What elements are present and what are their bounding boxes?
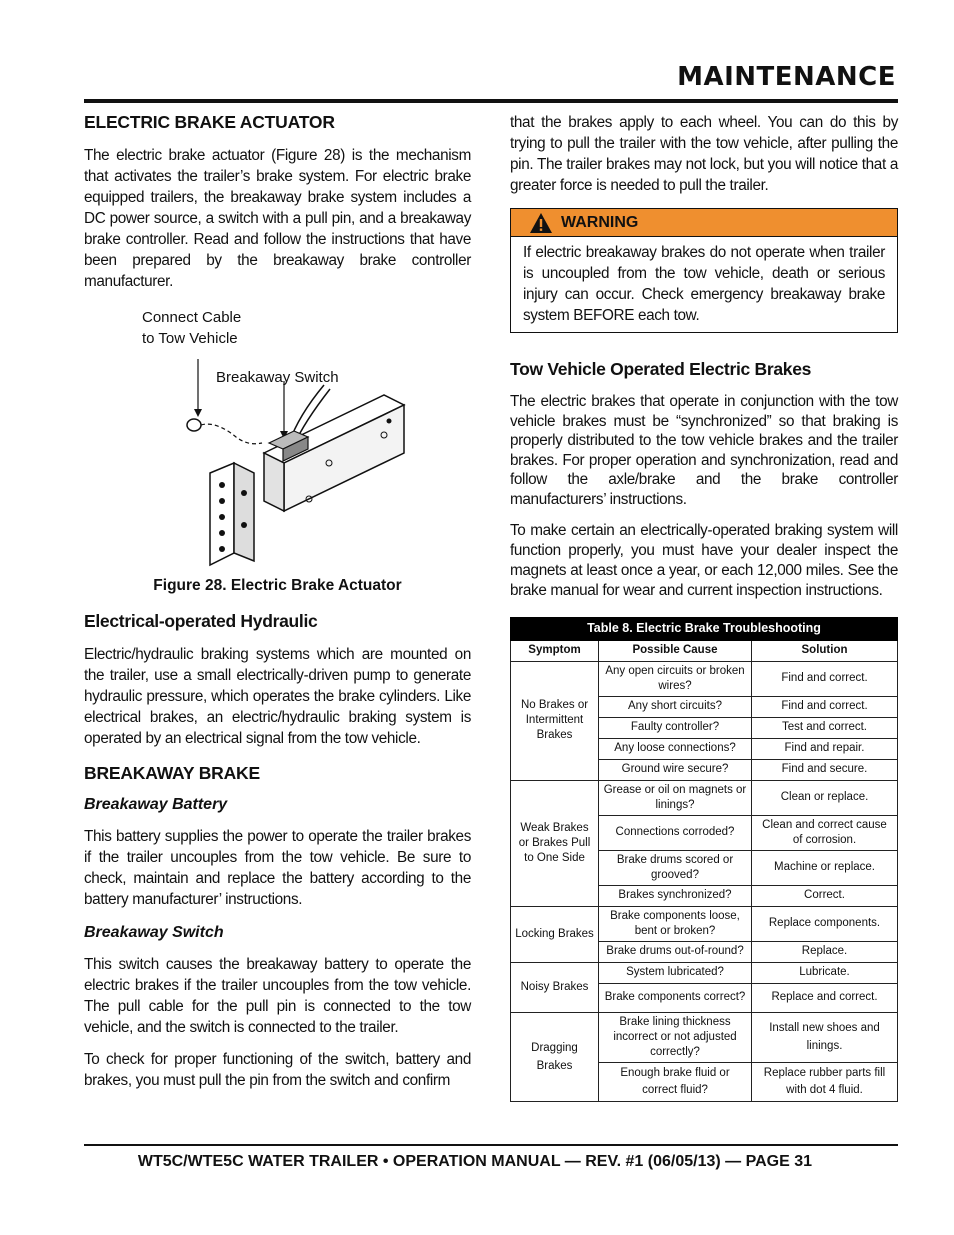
symptom-cell: Weak Brakes or Brakes Pull to One Side [511, 780, 599, 906]
left-column [84, 112, 471, 1102]
breakaway-check-paragraph: To check for proper functioning of the switch, battery and brakes, you must pull the pin from the switch and confirm [84, 1051, 471, 1089]
figure-caption: Figure 28. Electric Brake Actuator [153, 577, 402, 594]
solution-cell: Replace and correct. [752, 983, 898, 1012]
warning-box [510, 208, 898, 333]
breakaway-switch-paragraph: This switch causes the breakaway battery to operate the electric brakes if the trailer uncouples from the tow vehicle. The pull cable for the pull pin is connected to the tow vehicle, and the switch is connected to the trailer. [84, 956, 471, 1036]
solution-cell: Clean or replace. [752, 780, 898, 815]
column-header-possible-cause: Possible Cause [599, 640, 752, 661]
table-row [511, 780, 898, 815]
cause-cell: Brake drums scored or grooved? [599, 850, 752, 885]
cause-cell: Connections corroded? [599, 815, 752, 850]
column-header-solution: Solution [752, 640, 898, 661]
cause-cell: Any open circuits or broken wires? [599, 661, 752, 696]
cause-cell: Ground wire secure? [599, 759, 752, 780]
cause-cell: Brake components loose, bent or broken? [599, 906, 752, 941]
cause-cell: Brake lining thickness incorrect or not adjusted correctly? [599, 1012, 752, 1062]
subheading-breakaway-switch: Breakaway Switch [84, 924, 224, 941]
solution-cell: Replace components. [752, 906, 898, 941]
solution-cell: Find and correct. [752, 661, 898, 696]
warning-text: If electric breakaway brakes do not operate when trailer is uncoupled from the tow vehicle, death or serious injury can occur. Check emergency breakaway brake system BEFORE each tow. [523, 244, 885, 324]
solution-cell: Lubricate. [752, 962, 898, 983]
page-title: MAINTENANCE [677, 62, 896, 92]
figure-electric-brake-actuator [84, 303, 471, 603]
table-row [511, 906, 898, 941]
tow-vehicle-paragraph-2: To make certain an electrically-operated braking system will function properly, you must have your dealer inspect the magnets at least once a year, or each 12,000 miles. See the brake manual for wear and current inspection instructions. [510, 521, 898, 599]
header-rule [84, 99, 898, 103]
solution-cell: Correct. [752, 885, 898, 906]
table-row [511, 1012, 898, 1062]
table-title: Table 8. Electric Brake Troubleshooting [511, 617, 898, 640]
figure-label-to-tow-vehicle: to Tow Vehicle [142, 330, 238, 347]
footer-text: WT5C/WTE5C WATER TRAILER • OPERATION MANUAL — REV. #1 (06/05/13) — PAGE 31 [137, 1153, 812, 1170]
warning-title: WARNING [561, 213, 639, 231]
continued-paragraph: that the brakes apply to each wheel. You can do this by trying to pull the trailer with the tow vehicle, after pulling the pin. The trailer brakes may not lock, but you will notice that a greater force is needed to pull the trailer. [510, 114, 898, 194]
symptom-cell: Locking Brakes [511, 906, 599, 962]
symptom-cell: Dragging Brakes [511, 1012, 599, 1101]
cause-cell: Faulty controller? [599, 717, 752, 738]
section-heading-breakaway-brake: BREAKAWAY BRAKE [84, 763, 260, 783]
solution-cell: Replace. [752, 941, 898, 962]
warning-triangle-icon [529, 212, 553, 234]
cause-cell: Brakes synchronized? [599, 885, 752, 906]
tow-vehicle-paragraph-1: The electric brakes that operate in conjunction with the tow vehicle brakes must be “synchronized” so that braking is properly distributed to the tow vehicle brakes and the trailer brakes. For proper operation and synchronization, read and follow the axle/brake and the brake controller manufacturers’ instructions. [510, 393, 898, 508]
table-row [511, 661, 898, 696]
solution-cell: Install new shoes and linings. [752, 1012, 898, 1062]
cause-cell: Brake drums out-of-round? [599, 941, 752, 962]
cause-cell: Grease or oil on magnets or linings? [599, 780, 752, 815]
cause-cell: Brake components correct? [599, 983, 752, 1012]
solution-cell: Find and repair. [752, 738, 898, 759]
hydraulic-paragraph: Electric/hydraulic braking systems which are mounted on the trailer, use a small electrically-driven pump to generate hydraulic pressure, which operates the brake cylinders. Like electrical brakes, an electric/hydraulic braking system is operated by an electrical signal from the tow vehicle. [84, 646, 471, 747]
solution-cell: Clean and correct cause of corrosion. [752, 815, 898, 850]
symptom-cell: No Brakes or Intermittent Brakes [511, 661, 599, 780]
solution-cell: Machine or replace. [752, 850, 898, 885]
table-row [511, 962, 898, 983]
cause-cell: Any short circuits? [599, 696, 752, 717]
solution-cell: Test and correct. [752, 717, 898, 738]
section-heading-tow-vehicle-brakes: Tow Vehicle Operated Electric Brakes [510, 359, 812, 379]
footer-rule [84, 1144, 898, 1146]
electric-brake-actuator-paragraph: The electric brake actuator (Figure 28) is the mechanism that activates the trailer’s brake system. For electric brake equipped trailers, the breakaway brake system includes a DC power source, a switch with a pull pin, and a breakaway brake controller. Read and follow the instructions that have been prepared by the breakaway brake controller manufacturer. [84, 147, 471, 290]
figure-label-connect-cable: Connect Cable [142, 309, 242, 326]
subheading-breakaway-battery: Breakaway Battery [84, 796, 228, 813]
section-heading-electrical-hydraulic: Electrical-operated Hydraulic [84, 611, 318, 631]
breakaway-battery-paragraph: This battery supplies the power to operate the trailer brakes if the trailer uncouples from the tow vehicle. Be sure to check, maintain and replace the battery according to the battery manufacturer’ instructions. [84, 828, 471, 908]
cause-cell: Any loose connections? [599, 738, 752, 759]
troubleshooting-table [510, 617, 898, 1102]
solution-cell: Find and correct. [752, 696, 898, 717]
cause-cell: Enough brake fluid or correct fluid? [599, 1062, 752, 1101]
warning-header [511, 209, 897, 237]
figure-label-breakaway-switch: Breakaway Switch [216, 369, 339, 386]
symptom-cell: Noisy Brakes [511, 962, 599, 1012]
solution-cell: Replace rubber parts fill with dot 4 fluid. [752, 1062, 898, 1101]
right-column [510, 112, 898, 1102]
solution-cell: Find and secure. [752, 759, 898, 780]
section-heading-electric-brake-actuator: ELECTRIC BRAKE ACTUATOR [84, 112, 335, 132]
cause-cell: System lubricated? [599, 962, 752, 983]
column-header-symptom: Symptom [511, 640, 599, 661]
